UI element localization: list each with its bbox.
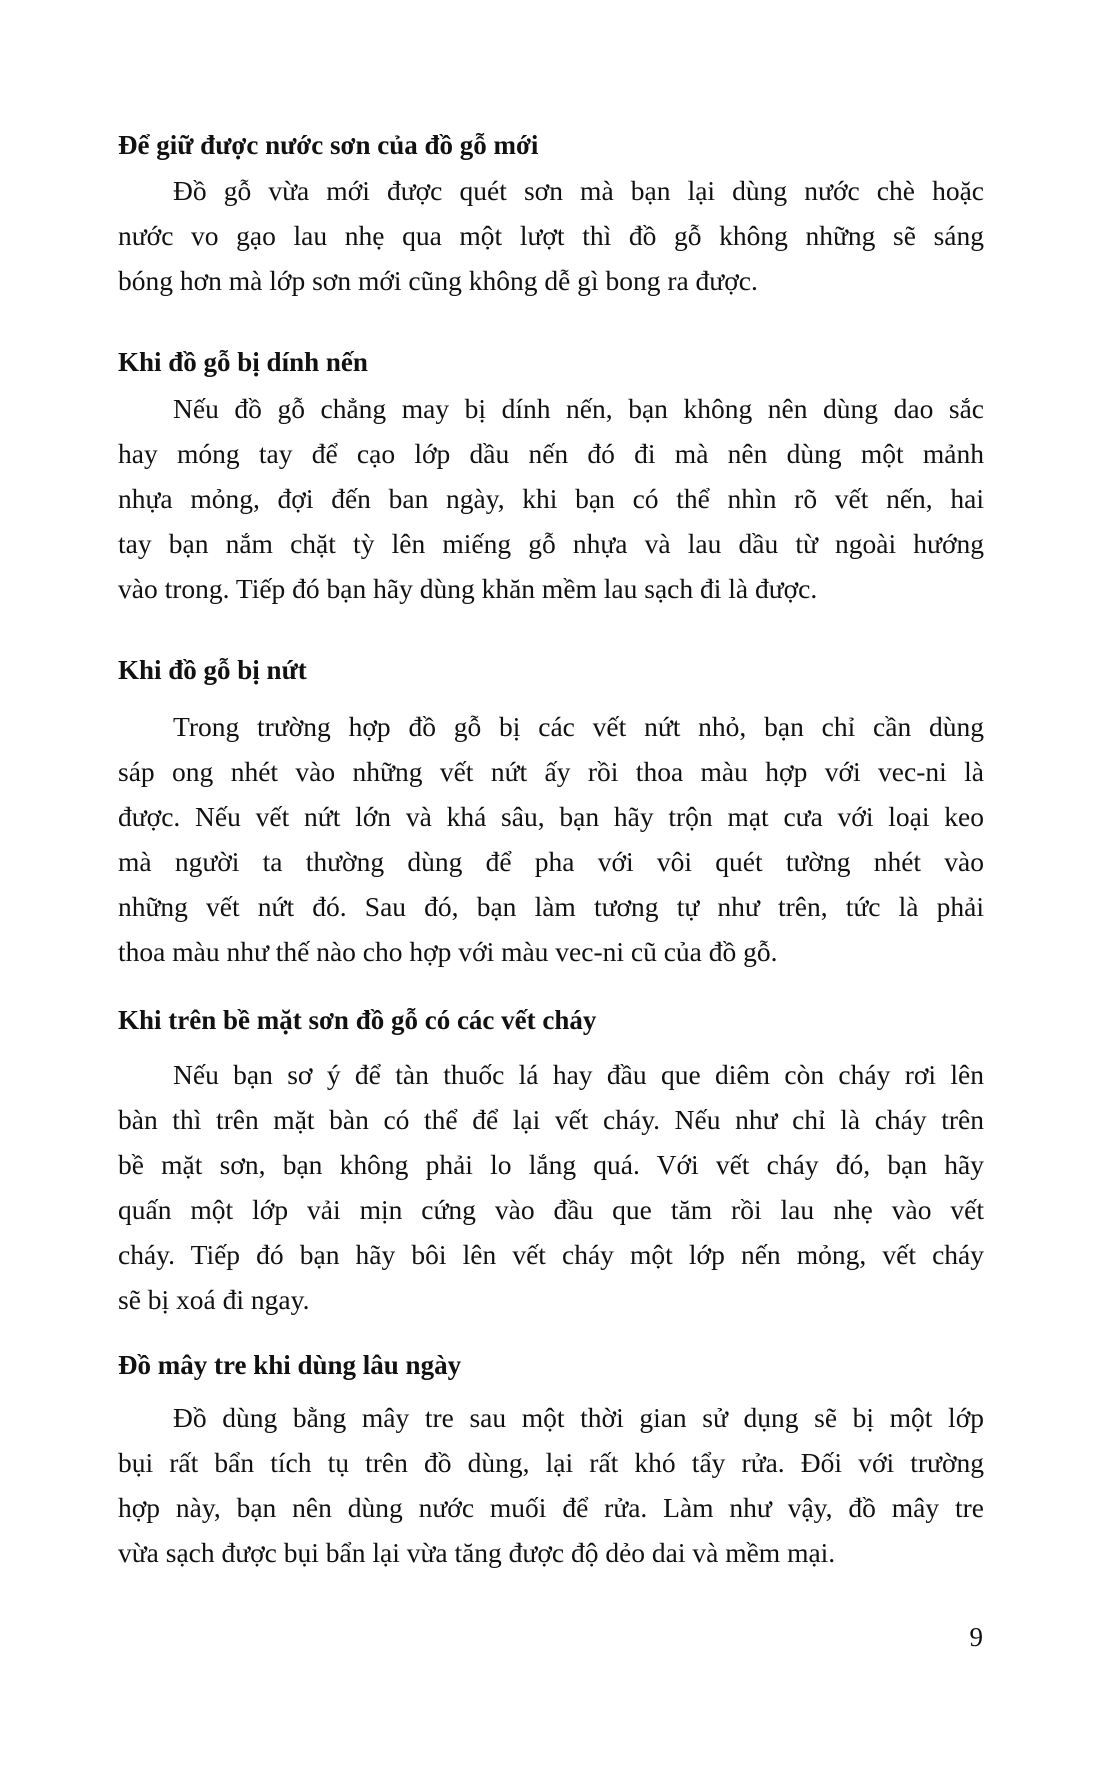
- paragraph-line: vừa sạch được bụi bẩn lại vừa tăng được độ dẻo dai và mềm mại.: [118, 1537, 836, 1568]
- paragraph-line: thoa màu như thế nào cho hợp với màu vec-ni cũ của đồ gỗ.: [118, 936, 778, 967]
- paragraph-line: bóng hơn mà lớp sơn mới cũng không dễ gì bong ra được.: [118, 265, 758, 296]
- section-heading: Khi trên bề mặt sơn đồ gỗ có các vết cháy: [118, 1005, 597, 1035]
- paragraph-line: bàn thì trên mặt bàn có thể để lại vết cháy. Nếu như chỉ là cháy trên: [118, 1104, 984, 1135]
- section-heading: Khi đồ gỗ bị nứt: [118, 655, 307, 685]
- section-paragraph: [118, 386, 984, 611]
- paragraph-line: Nếu đồ gỗ chẳng may bị dính nến, bạn không nên dùng dao sắc: [173, 393, 984, 424]
- paragraph-line: nước vo gạo lau nhẹ qua một lượt thì đồ gỗ không những sẽ sáng: [118, 220, 984, 251]
- paragraph-line: sẽ bị xoá đi ngay.: [118, 1284, 310, 1315]
- paragraph-line: Đồ dùng bằng mây tre sau một thời gian sử dụng sẽ bị một lớp: [173, 1402, 984, 1433]
- paragraph-line: những vết nứt đó. Sau đó, bạn làm tương tự như trên, tức là phải: [118, 891, 984, 922]
- section-paragraph: [118, 1052, 984, 1322]
- section-paragraph: [118, 1395, 984, 1575]
- section-paragraph: [118, 168, 984, 303]
- paragraph-line: sáp ong nhét vào những vết nứt ấy rồi thoa màu hợp với vec-ni là: [118, 756, 984, 787]
- paragraph-line: bề mặt sơn, bạn không phải lo lắng quá. Với vết cháy đó, bạn hãy: [118, 1149, 984, 1180]
- paragraph-line: quấn một lớp vải mịn cứng vào đầu que tăm rồi lau nhẹ vào vết: [118, 1194, 984, 1225]
- paragraph-line: Nếu bạn sơ ý để tàn thuốc lá hay đầu que diêm còn cháy rơi lên: [173, 1059, 984, 1090]
- paragraph-line: cháy. Tiếp đó bạn hãy bôi lên vết cháy một lớp nến mỏng, vết cháy: [118, 1239, 984, 1270]
- section-heading: Đồ mây tre khi dùng lâu ngày: [118, 1350, 462, 1380]
- page-number: 9: [969, 1622, 983, 1652]
- paragraph-line: bụi rất bẩn tích tụ trên đồ dùng, lại rất khó tẩy rửa. Đối với trường: [118, 1447, 984, 1478]
- paragraph-line: hay móng tay để cạo lớp dầu nến đó đi mà nên dùng một mảnh: [118, 438, 984, 469]
- paragraph-line: Trong trường hợp đồ gỗ bị các vết nứt nhỏ, bạn chỉ cần dùng: [173, 711, 984, 742]
- paragraph-line: tay bạn nắm chặt tỳ lên miếng gỗ nhựa và lau dầu từ ngoài hướng: [118, 528, 984, 559]
- section-paragraph: [118, 704, 984, 974]
- paragraph-line: mà người ta thường dùng để pha với vôi quét tường nhét vào: [118, 846, 984, 877]
- paragraph-line: hợp này, bạn nên dùng nước muối để rửa. Làm như vậy, đồ mây tre: [118, 1492, 984, 1523]
- section-heading: Khi đồ gỗ bị dính nến: [118, 347, 368, 377]
- section-heading: Để giữ được nước sơn của đồ gỗ mới: [118, 130, 539, 160]
- paragraph-line: nhựa mỏng, đợi đến ban ngày, khi bạn có thể nhìn rõ vết nến, hai: [118, 483, 984, 514]
- paragraph-line: vào trong. Tiếp đó bạn hãy dùng khăn mềm lau sạch đi là được.: [118, 573, 818, 604]
- paragraph-line: được. Nếu vết nứt lớn và khá sâu, bạn hãy trộn mạt cưa với loại keo: [118, 801, 984, 832]
- paragraph-line: Đồ gỗ vừa mới được quét sơn mà bạn lại dùng nước chè hoặc: [173, 175, 984, 206]
